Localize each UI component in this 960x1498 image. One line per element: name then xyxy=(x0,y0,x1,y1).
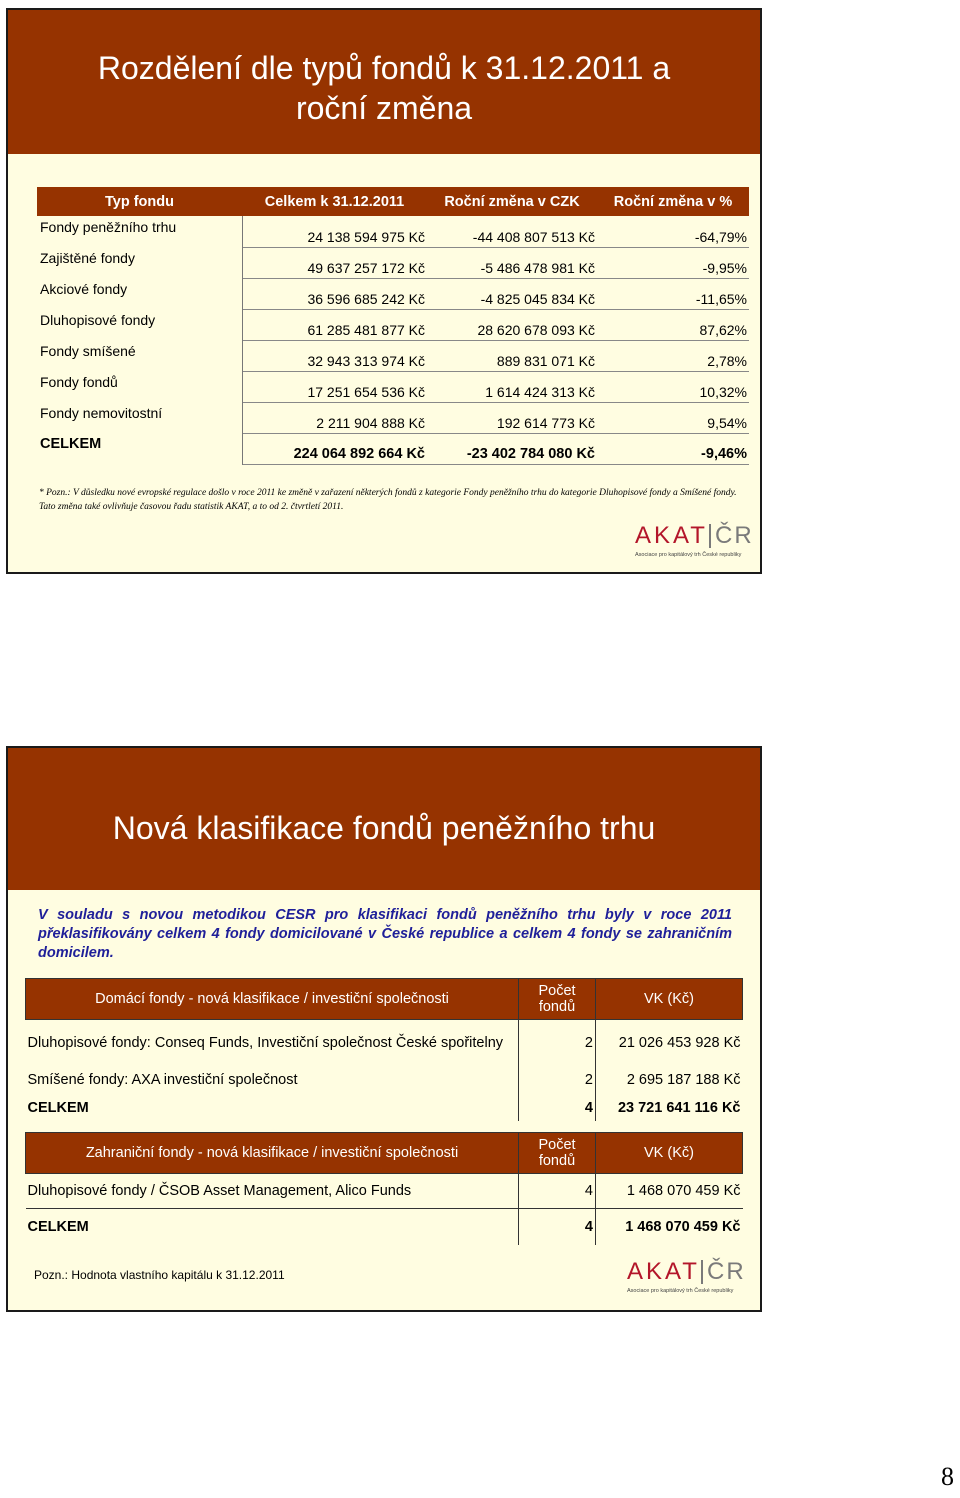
fund-count: 2 xyxy=(519,1066,596,1094)
fund-type-name: Fondy fondů xyxy=(37,371,242,402)
fund-change-pct: -64,79% xyxy=(597,216,749,247)
slide-title: Nová klasifikace fondů peněžního trhu xyxy=(112,810,656,846)
total-count: 4 xyxy=(519,1209,596,1246)
table-row xyxy=(37,340,749,371)
column-header: Počet fondů xyxy=(519,1133,596,1174)
fund-type-name: Zajištěné fondy xyxy=(37,247,242,278)
fund-change-czk: 28 620 678 093 Kč xyxy=(427,309,597,340)
logo-word: AKAT xyxy=(627,1258,700,1285)
intro-text: V souladu s novou metodikou CESR pro klasifikaci fondů peněžního trhu byly v roce 2011 překlasifikovány celkem 4 fondy domicilované v České republice a celkem 4 fondy se zahraničním domicilem. xyxy=(38,907,732,961)
total-label: CELKEM xyxy=(27,1099,89,1116)
logo-tagline: Asociace pro kapitálový trh České republiky xyxy=(635,552,742,558)
fund-change-czk: 889 831 071 Kč xyxy=(427,340,597,371)
fund-change-czk: 192 614 773 Kč xyxy=(427,402,597,433)
page-number: 8 xyxy=(941,1462,954,1491)
total-value: 224 064 892 664 Kč xyxy=(242,433,427,464)
total-equity: 23 721 641 116 Kč xyxy=(596,1094,743,1121)
table-total-row xyxy=(26,1094,743,1121)
logo-divider xyxy=(701,1260,703,1284)
domestic-funds-table xyxy=(25,978,743,1121)
fund-total: 36 596 685 242 Kč xyxy=(242,278,427,309)
total-equity: 1 468 070 459 Kč xyxy=(596,1209,743,1246)
table-row xyxy=(37,216,749,247)
slide-fund-types xyxy=(6,8,762,574)
total-label: CELKEM xyxy=(27,1219,89,1235)
table-header-row xyxy=(26,1133,743,1174)
table-header-row xyxy=(37,187,749,216)
column-header: VK (Kč) xyxy=(596,1133,743,1174)
fund-change-czk: -4 825 045 834 Kč xyxy=(427,278,597,309)
fund-change-czk: 1 614 424 313 Kč xyxy=(427,371,597,402)
fund-change-pct: 9,54% xyxy=(597,402,749,433)
table-row xyxy=(37,402,749,433)
fund-equity: 1 468 070 459 Kč xyxy=(596,1174,743,1209)
table-header-row xyxy=(26,979,743,1020)
total-change-czk: -23 402 784 080 Kč xyxy=(427,433,597,464)
slide-title-line2: roční změna xyxy=(295,90,473,126)
table-row xyxy=(37,371,749,402)
fund-types-table xyxy=(37,187,749,465)
table-row xyxy=(37,278,749,309)
akat-logo xyxy=(635,522,754,562)
footnote: Pozn.: Hodnota vlastního kapitálu k 31.12.2011 xyxy=(34,1268,285,1282)
table-row xyxy=(37,309,749,340)
fund-equity: 2 695 187 188 Kč xyxy=(596,1066,743,1094)
fund-type-name: Fondy smíšené xyxy=(37,340,242,371)
logo-tagline: Asociace pro kapitálový trh České republiky xyxy=(627,1288,734,1294)
column-header: Domácí fondy - nová klasifikace / investiční společnosti xyxy=(26,979,519,1020)
logo-word-cr: ČR xyxy=(707,1258,746,1285)
fund-total: 17 251 654 536 Kč xyxy=(242,371,427,402)
total-change-pct: -9,46% xyxy=(597,433,749,464)
table-total-row xyxy=(26,1209,743,1246)
logo-word-cr: ČR xyxy=(715,522,754,549)
fund-equity: 21 026 453 928 Kč xyxy=(596,1020,743,1067)
slide-title-band xyxy=(8,748,760,890)
fund-type-name: Akciové fondy xyxy=(37,278,242,309)
fund-change-pct: 87,62% xyxy=(597,309,749,340)
column-header: Roční změna v % xyxy=(613,193,733,210)
fund-total: 49 637 257 172 Kč xyxy=(242,247,427,278)
foreign-funds-table xyxy=(25,1132,743,1245)
fund-change-pct: 10,32% xyxy=(597,371,749,402)
fund-total: 24 138 594 975 Kč xyxy=(242,216,427,247)
fund-change-czk: -5 486 478 981 Kč xyxy=(427,247,597,278)
fund-description: Dluhopisové fondy: Conseq Funds, Investiční společnost České spořitelny xyxy=(27,1035,504,1051)
fund-total: 32 943 313 974 Kč xyxy=(242,340,427,371)
column-header: Zahraniční fondy - nová klasifikace / investiční společnosti xyxy=(26,1133,519,1174)
fund-total: 2 211 904 888 Kč xyxy=(242,402,427,433)
fund-type-name: Fondy peněžního trhu xyxy=(37,216,242,247)
slide-title-line1: Rozdělení dle typů fondů k 31.12.2011 a xyxy=(97,50,671,86)
table-total-row xyxy=(37,433,749,464)
table-row xyxy=(37,247,749,278)
total-count: 4 xyxy=(519,1094,596,1121)
column-header: Typ fondu xyxy=(105,193,174,210)
table-row xyxy=(26,1174,743,1209)
fund-change-pct: 2,78% xyxy=(597,340,749,371)
logo-divider xyxy=(709,524,711,548)
footnote: * Pozn.: V důsledku nové evropské regulace došlo v roce 2011 ke změně v zařazení některých fondů z kategorie Fondy peněžního trhu do kategorie Dluhopisové fondy a Smíšené fondy. Tato změna také ovlivňuje časovou řadu statistik AKAT, a to od 2. čtvrtletí 2011. xyxy=(39,488,737,512)
slide-title xyxy=(8,48,760,128)
slide-title-band xyxy=(8,10,760,154)
column-header: Počet fondů xyxy=(519,979,596,1020)
fund-description: Dluhopisové fondy / ČSOB Asset Management, Alico Funds xyxy=(26,1174,519,1209)
fund-description: Smíšené fondy: AXA investiční společnost xyxy=(27,1072,298,1088)
akat-logo xyxy=(627,1258,746,1298)
total-label: CELKEM xyxy=(37,433,242,464)
fund-change-czk: -44 408 807 513 Kč xyxy=(427,216,597,247)
fund-change-pct: -11,65% xyxy=(597,278,749,309)
fund-total: 61 285 481 877 Kč xyxy=(242,309,427,340)
fund-count: 2 xyxy=(519,1020,596,1067)
column-header: Celkem k 31.12.2011 xyxy=(264,193,405,210)
table-row xyxy=(26,1020,743,1067)
column-header: VK (Kč) xyxy=(596,979,743,1020)
table-row xyxy=(26,1066,743,1094)
logo-word: AKAT xyxy=(635,522,708,549)
fund-type-name: Fondy nemovitostní xyxy=(37,402,242,433)
fund-change-pct: -9,95% xyxy=(597,247,749,278)
column-header: Roční změna v CZK xyxy=(444,193,580,210)
fund-type-name: Dluhopisové fondy xyxy=(37,309,242,340)
fund-count: 4 xyxy=(519,1174,596,1209)
